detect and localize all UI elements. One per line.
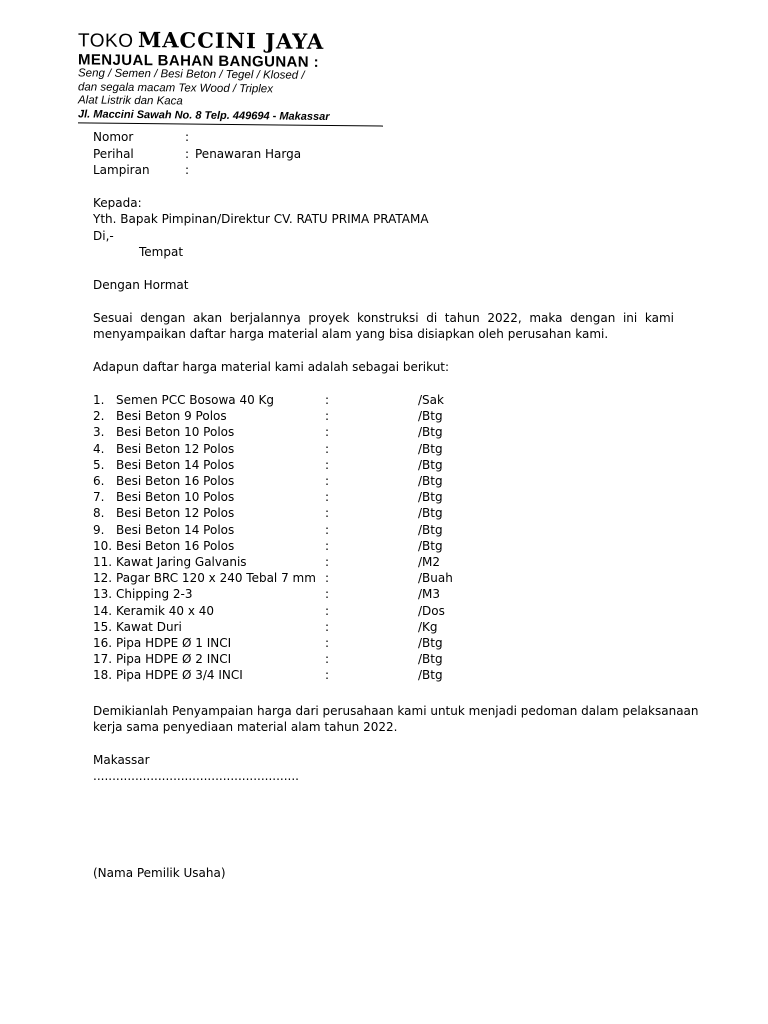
item-name: Besi Beton 16 Polos	[116, 538, 235, 553]
item-name: Pipa HDPE Ø 2 INCI	[116, 652, 232, 667]
item-colon: :	[325, 441, 330, 456]
item-name: Besi Beton 10 Polos	[116, 490, 235, 505]
list-item	[93, 619, 674, 635]
signatory-name: (Nama Pemilik Usaha)	[93, 866, 226, 880]
item-unit: /Buah	[418, 571, 453, 586]
list-item	[93, 408, 674, 424]
list-item	[93, 538, 674, 554]
item-name: Keramik 40 x 40	[116, 603, 214, 618]
company-address: Jl. Maccini Sawah No. 8 Telp. 449694 - Makassar	[78, 107, 330, 123]
intro-line-2: menyampaikan daftar harga material alam yang bisa disiapkan oleh perusahan kami.	[93, 327, 609, 341]
list-item	[93, 441, 674, 457]
brand-prefix: TOKO	[78, 30, 134, 52]
closing-line-2: kerja sama penyediaan material alam tahun 2022.	[93, 720, 398, 734]
item-colon: :	[325, 636, 330, 650]
item-name: Besi Beton 12 Polos	[116, 441, 235, 456]
list-item	[93, 424, 674, 440]
item-unit: /Btg	[418, 506, 443, 521]
item-name: Besi Beton 12 Polos	[116, 506, 235, 521]
list-item	[93, 392, 674, 408]
item-name: Besi Beton 10 Polos	[116, 425, 235, 440]
list-intro: Adapun daftar harga material kami adalah sebagai berikut:	[93, 360, 450, 374]
item-num: 12.	[93, 571, 113, 586]
list-item	[93, 554, 674, 570]
item-num: 9.	[93, 522, 105, 537]
meta-perihal: Perihal : Penawaran Harga	[93, 147, 302, 161]
item-num: 1.	[93, 393, 105, 407]
item-unit: /M3	[418, 587, 441, 602]
item-name: Pipa HDPE Ø 1 INCI	[116, 636, 232, 650]
item-unit: /Btg	[418, 490, 443, 505]
list-item	[93, 505, 674, 521]
list-item	[93, 651, 674, 667]
item-num: 8.	[93, 506, 105, 521]
item-colon: :	[325, 409, 330, 424]
meta-lampiran: Lampiran :	[93, 163, 190, 177]
item-unit: /Btg	[418, 668, 443, 683]
item-unit: /Btg	[418, 522, 443, 537]
meta-nomor: Nomor :	[93, 130, 190, 144]
company-name: MACCINI JAYA	[137, 27, 325, 54]
item-unit: /Btg	[418, 441, 443, 456]
item-num: 2.	[93, 409, 105, 424]
item-name: Pagar BRC 120 x 240 Tebal 7 mm	[116, 571, 316, 586]
company-products-3: Alat Listrik dan Kaca	[78, 94, 183, 108]
list-item	[93, 489, 674, 505]
item-num: 10.	[93, 538, 113, 553]
item-num: 6.	[93, 474, 105, 488]
item-colon: :	[325, 474, 330, 488]
list-item	[93, 667, 674, 683]
item-colon: :	[325, 652, 330, 667]
item-unit: /Btg	[418, 538, 443, 553]
item-colon: :	[325, 522, 330, 537]
item-unit: /Btg	[418, 409, 443, 424]
list-item	[93, 570, 674, 586]
item-name: Besi Beton 14 Polos	[116, 457, 235, 472]
company-products-1: Seng / Semen / Besi Beton / Tegel / Klosed /	[78, 67, 305, 82]
intro-line-1: Sesuai dengan akan berjalannya proyek konstruksi di tahun 2022, maka dengan ini kami	[93, 311, 674, 325]
recipient-kepada: Kepada:	[93, 196, 142, 210]
list-item	[93, 635, 674, 651]
item-colon: :	[325, 490, 330, 505]
item-colon: :	[325, 425, 330, 440]
item-colon: :	[325, 457, 330, 472]
item-name: Besi Beton 16 Polos	[116, 474, 235, 488]
item-colon: :	[325, 393, 330, 407]
item-num: 15.	[93, 619, 113, 634]
item-colon: :	[325, 587, 330, 602]
list-item	[93, 457, 674, 473]
date-placeholder: ......................................................	[93, 769, 299, 783]
item-num: 11.	[93, 555, 113, 569]
item-colon: :	[325, 506, 330, 521]
item-colon: :	[325, 538, 330, 553]
closing-line-1: Demikianlah Penyampaian harga dari perusahaan kami untuk menjadi pedoman dalam pelaksanaan	[93, 704, 699, 718]
item-num: 14.	[93, 603, 113, 618]
item-name: Pipa HDPE Ø 3/4 INCI	[116, 668, 243, 683]
list-item	[93, 603, 674, 619]
item-name: Kawat Jaring Galvanis	[116, 555, 247, 569]
item-unit: /Btg	[418, 652, 443, 667]
company-products-2: dan segala macam Tex Wood / Triplex	[78, 80, 273, 95]
item-unit: /M2	[418, 555, 441, 569]
list-item	[93, 473, 674, 489]
item-colon: :	[325, 619, 330, 634]
place: Makassar	[93, 753, 150, 767]
item-num: 3.	[93, 425, 105, 440]
item-colon: :	[325, 603, 330, 618]
item-name: Chipping 2-3	[116, 587, 193, 602]
list-item	[93, 522, 674, 538]
salutation: Dengan Hormat	[93, 278, 189, 292]
item-num: 16.	[93, 636, 113, 650]
item-num: 4.	[93, 441, 105, 456]
item-name: Semen PCC Bosowa 40 Kg	[116, 393, 275, 407]
item-colon: :	[325, 571, 330, 586]
item-unit: /Dos	[418, 603, 445, 618]
item-num: 17.	[93, 652, 113, 667]
item-num: 7.	[93, 490, 105, 505]
item-unit: /Btg	[418, 636, 443, 650]
item-colon: :	[325, 668, 330, 683]
item-unit: /Btg	[418, 425, 443, 440]
item-name: Kawat Duri	[116, 619, 182, 634]
item-unit: /Btg	[418, 457, 443, 472]
recipient-tempat: Tempat	[139, 245, 184, 259]
recipient-di: Di,-	[93, 229, 114, 243]
item-unit: /Btg	[418, 474, 443, 488]
item-unit: /Kg	[418, 619, 438, 634]
item-colon: :	[325, 555, 330, 569]
item-num: 5.	[93, 457, 105, 472]
company-tagline: MENJUAL BAHAN BANGUNAN :	[78, 51, 319, 71]
item-name: Besi Beton 9 Polos	[116, 409, 227, 424]
item-num: 13.	[93, 587, 113, 602]
letterhead	[78, 28, 388, 126]
item-name: Besi Beton 14 Polos	[116, 522, 235, 537]
list-item	[93, 586, 674, 602]
item-num: 18.	[93, 668, 113, 683]
recipient-name: Yth. Bapak Pimpinan/Direktur CV. RATU PRIMA PRATAMA	[93, 212, 429, 226]
item-unit: /Sak	[418, 393, 444, 407]
